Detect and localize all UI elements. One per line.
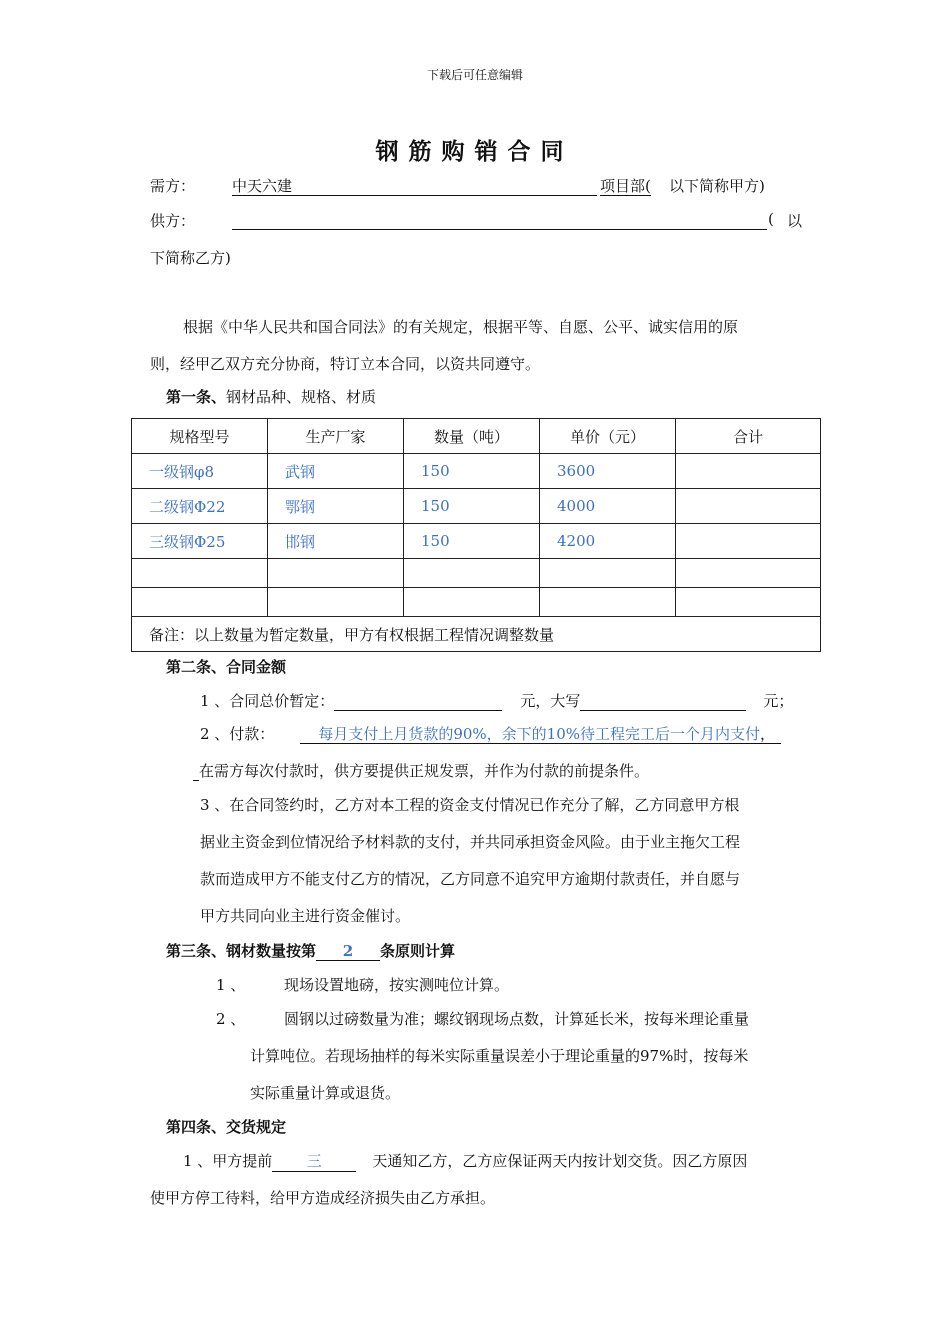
total-price-unit: 元，大写	[520, 692, 581, 710]
notice-days: 三	[306, 1152, 322, 1170]
quantity-cell: 150	[404, 454, 540, 489]
article-2-item-3-line: 3 、在合同签约时，乙方对本工程的资金支付情况已作充分了解，乙方同意甲方根	[200, 796, 740, 814]
spec-cell: 一级钢φ8	[132, 454, 268, 489]
seller-alias-b: 下简称乙方)	[150, 249, 231, 267]
total-cell	[676, 524, 821, 559]
notice-days-field	[272, 1150, 356, 1172]
payment-label: 2 、付款：	[200, 725, 275, 743]
article-4-item-1-line-2: 使甲方停工待料，给甲方造成经济损失由乙方承担。	[150, 1189, 496, 1207]
article-4-item-1	[183, 1150, 747, 1172]
intro-line-1: 根据《中华人民共和国合同法》的有关规定，根据平等、自愿、公平、诚实信用的原	[183, 318, 739, 336]
table-row	[132, 524, 821, 559]
payment-continuation	[193, 760, 649, 781]
article-1-heading	[166, 386, 376, 407]
unit-price-cell: 4200	[540, 524, 676, 559]
article-1-heading-rest: 钢材品种、规格、材质	[226, 388, 377, 406]
article-3-item-2-line: 计算吨位。若现场抽样的每米实际重量误差小于理论重量的97%时，按每米	[250, 1047, 749, 1065]
total-price-label: 1 、合同总价暂定：	[200, 692, 335, 710]
article-2-item-3-line: 款而造成甲方不能支付乙方的情况，乙方同意不追究甲方逾期付款责任，并自愿与	[200, 870, 741, 888]
article-3-item-1-text: 现场设置地磅，按实测吨位计算。	[284, 976, 510, 994]
article-2-item-3-line: 甲方共同向业主进行资金催讨。	[200, 907, 411, 925]
table-row-empty	[132, 588, 821, 617]
seller-label: 供方：	[150, 212, 196, 230]
column-header: 合计	[676, 419, 821, 454]
spec-cell: 二级钢Φ22	[132, 489, 268, 524]
page-title: 钢 筋 购 销 合 同	[375, 138, 565, 165]
article-2-item-1	[200, 690, 793, 711]
column-header: 规格型号	[132, 419, 268, 454]
payment-terms-field	[300, 725, 781, 744]
seller-paren: (	[768, 210, 774, 228]
article-2-heading: 第二条、合同金额	[166, 658, 287, 676]
buyer-suffix: 项目部(	[600, 177, 651, 195]
article-3-item-1-number: 1 、	[216, 976, 246, 994]
payment-terms-comma: ，	[760, 725, 776, 743]
total-price-blank	[334, 692, 502, 711]
column-header: 数量（吨）	[404, 419, 540, 454]
manufacturer-cell: 邯钢	[268, 524, 404, 559]
article-4-item-1-pre: 1 、甲方提前	[183, 1152, 273, 1170]
manufacturer-cell: 鄂钢	[268, 489, 404, 524]
seller-alias-a: 以	[787, 212, 803, 230]
total-cell	[676, 454, 821, 489]
article-3-item-2-number: 2 、	[216, 1010, 246, 1028]
seller-name-field	[232, 209, 767, 230]
buyer-name: 中天六建	[232, 177, 293, 195]
table-row	[132, 489, 821, 524]
table-note-row	[132, 617, 821, 652]
article-2-item-2	[200, 723, 781, 744]
article-3-value: 2	[342, 942, 354, 960]
article-3-heading-post: 条原则计算	[380, 942, 456, 960]
article-3-item-2-line: 实际重量计算或退货。	[250, 1084, 401, 1102]
buyer-label: 需方：	[150, 177, 196, 195]
buyer-name-field	[232, 175, 597, 196]
table-row	[132, 454, 821, 489]
article-2-item-3-line: 据业主资金到位情况给予材料款的支付，并共同承担资金风险。由于业主拖欠工程	[200, 833, 741, 851]
total-cell	[676, 489, 821, 524]
payment-terms: 每月支付上月货款的90%，余下的10%待工程完工后一个月内支付	[318, 725, 760, 743]
article-3-value-field	[316, 942, 380, 961]
total-price-words-unit: 元；	[763, 692, 794, 710]
header-note: 下载后可任意编辑	[426, 68, 523, 82]
buyer-alias: 以下简称甲方)	[669, 177, 765, 195]
article-4-item-1-post: 天通知乙方，乙方应保证两天内按计划交货。因乙方原因	[372, 1152, 748, 1170]
table-note: 备注：以上数量为暂定数量，甲方有权根据工程情况调整数量	[132, 617, 821, 652]
column-header: 单价（元）	[540, 419, 676, 454]
unit-price-cell: 3600	[540, 454, 676, 489]
unit-price-cell: 4000	[540, 489, 676, 524]
article-1-heading-bold: 第一条、	[166, 388, 227, 406]
article-3-item-2-line: 圆钢以过磅数量为准；螺纹钢现场点数，计算延长米，按每米理论重量	[284, 1010, 750, 1028]
table-row-empty	[132, 559, 821, 588]
quantity-cell: 150	[404, 524, 540, 559]
spec-cell: 三级钢Φ25	[132, 524, 268, 559]
article-3-heading	[166, 940, 455, 961]
article-4-heading: 第四条、交货规定	[166, 1118, 287, 1136]
total-price-words-blank	[580, 692, 746, 711]
quantity-cell: 150	[404, 489, 540, 524]
table-header-row	[132, 419, 821, 454]
column-header: 生产厂家	[268, 419, 404, 454]
manufacturer-cell: 武钢	[268, 454, 404, 489]
steel-items-table	[131, 418, 821, 652]
payment-continuation-text: 在需方每次付款时，供方要提供正规发票，并作为付款的前提条件。	[199, 762, 650, 780]
intro-line-2: 则，经甲乙双方充分协商，特订立本合同，以资共同遵守。	[150, 355, 541, 373]
article-3-heading-pre: 第三条、钢材数量按第	[166, 942, 317, 960]
